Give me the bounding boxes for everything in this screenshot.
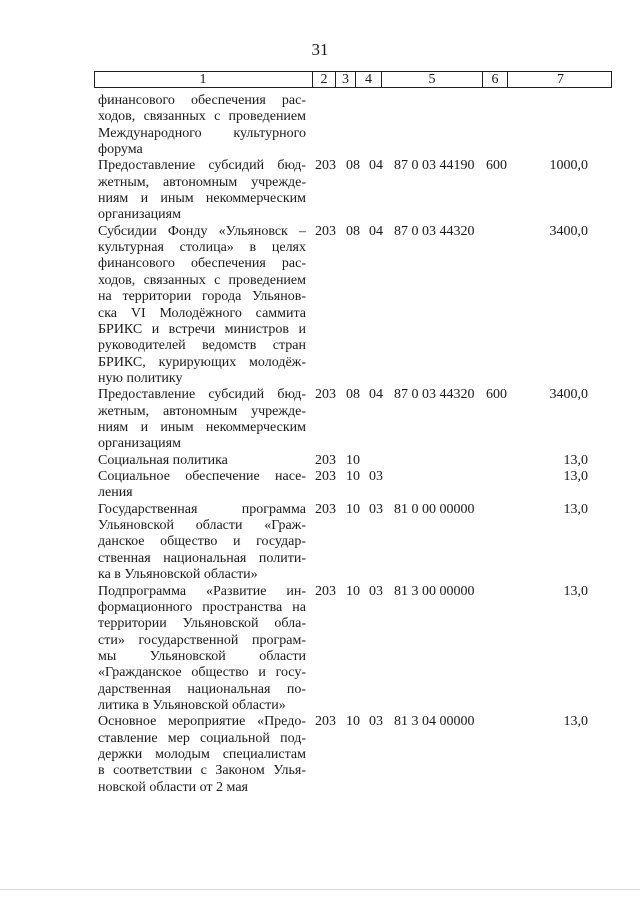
row-description xyxy=(98,158,306,223)
row-description xyxy=(98,224,306,387)
description-line: сти» государственной програм- xyxy=(98,632,306,648)
cell-summa: 13,0 xyxy=(563,714,588,730)
table-row xyxy=(0,584,640,715)
description-line: Предоставление субсидий бюд- xyxy=(98,387,306,403)
cell-razdel: 08 xyxy=(346,158,360,174)
table-row xyxy=(0,453,640,469)
description-line: Ульяновской области «Граж- xyxy=(98,518,306,534)
description-line: ления xyxy=(98,485,133,501)
description-line: Основное мероприятие «Предо- xyxy=(98,714,306,730)
cell-podrazdel: 03 xyxy=(369,714,383,730)
cell-podrazdel: 04 xyxy=(369,223,383,239)
description-line: организациям xyxy=(98,207,181,223)
description-line: мы Ульяновской области xyxy=(98,648,306,664)
description-line: БРИКС, курирующих молодёж- xyxy=(98,354,306,370)
cell-vid-raskhodov: 600 xyxy=(486,387,507,403)
row-description xyxy=(98,502,306,584)
description-line: новской области от 2 мая xyxy=(98,779,248,795)
cell-razdel: 10 xyxy=(346,452,360,468)
description-line: формационного пространства на xyxy=(98,599,306,615)
cell-glavny-rasporyaditel: 203 xyxy=(315,223,336,239)
description-line: ниям и иным некоммерческим xyxy=(98,419,306,435)
description-line: организациям xyxy=(98,436,181,452)
cell-glavny-rasporyaditel: 203 xyxy=(315,501,336,517)
description-line: держки молодым специалистам xyxy=(98,746,306,762)
cell-summa: 13,0 xyxy=(563,469,588,485)
cell-glavny-rasporyaditel: 203 xyxy=(315,387,336,403)
description-line: ниям и иным некоммерческим xyxy=(98,191,306,207)
cell-podrazdel: 03 xyxy=(369,469,383,485)
description-line: на территории города Ульянов- xyxy=(98,289,306,305)
cell-glavny-rasporyaditel: 203 xyxy=(315,714,336,730)
cell-summa: 3400,0 xyxy=(549,223,588,239)
cell-tselevaya-statya: 81 3 04 00000 xyxy=(394,714,475,730)
description-line: БРИКС и встречи министров и xyxy=(98,321,306,337)
description-line: Подпрограмма «Развитие ин- xyxy=(98,583,306,599)
cell-summa: 13,0 xyxy=(563,452,588,468)
table-row xyxy=(0,93,640,158)
cell-podrazdel: 04 xyxy=(369,158,383,174)
row-description xyxy=(98,584,306,715)
row-description xyxy=(98,387,306,452)
description-line: ственная национальная полити- xyxy=(98,550,306,566)
description-line: Предоставление субсидий бюд- xyxy=(98,158,306,174)
description-line: территории Ульяновской обла- xyxy=(98,616,306,632)
description-line: ка в Ульяновской области» xyxy=(98,567,258,583)
description-line: ставление мер социальной под- xyxy=(98,730,306,746)
description-line: Социальная политика xyxy=(98,452,228,468)
description-line: «Гражданское общество и госу- xyxy=(98,665,306,681)
header-col-5: 5 xyxy=(381,72,482,87)
scan-edge xyxy=(0,889,640,890)
description-line: Социальное обеспечение насе- xyxy=(98,469,306,485)
cell-razdel: 10 xyxy=(346,583,360,599)
description-line: финансового обеспечения рас- xyxy=(98,93,306,108)
description-line: литика в Ульяновской области» xyxy=(98,697,286,713)
cell-razdel: 08 xyxy=(346,223,360,239)
description-line: руководителей ведомств стран xyxy=(98,338,306,354)
header-col-3: 3 xyxy=(335,72,355,87)
cell-podrazdel: 03 xyxy=(369,501,383,517)
cell-tselevaya-statya: 81 3 00 00000 xyxy=(394,583,475,599)
cell-glavny-rasporyaditel: 203 xyxy=(315,583,336,599)
cell-summa: 1000,0 xyxy=(549,158,588,174)
description-line: жетным, автономным учрежде- xyxy=(98,403,306,419)
table-row xyxy=(0,224,640,388)
cell-summa: 3400,0 xyxy=(549,387,588,403)
cell-glavny-rasporyaditel: 203 xyxy=(315,452,336,468)
table-header xyxy=(94,71,612,88)
header-col-4: 4 xyxy=(355,72,381,87)
page-number: 31 xyxy=(311,40,329,59)
cell-razdel: 10 xyxy=(346,469,360,485)
cell-summa: 13,0 xyxy=(563,501,588,517)
description-line: ходов, связанных с проведением xyxy=(98,272,306,288)
header-col-1: 1 xyxy=(199,72,207,87)
cell-tselevaya-statya: 87 0 03 44320 xyxy=(394,223,475,239)
row-description xyxy=(98,714,306,796)
table-row xyxy=(0,387,640,452)
description-line: дарственная национальная по- xyxy=(98,681,306,697)
cell-podrazdel: 04 xyxy=(369,387,383,403)
cell-glavny-rasporyaditel: 203 xyxy=(315,158,336,174)
description-line: ска VI Молодёжного саммита xyxy=(98,305,306,321)
description-line: культурная столица» в целях xyxy=(98,240,306,256)
table-row xyxy=(0,502,640,584)
description-line: Субсидии Фонду «Ульяновск – xyxy=(98,223,306,239)
cell-razdel: 10 xyxy=(346,714,360,730)
description-line: финансового обеспечения рас- xyxy=(98,256,306,272)
description-line: Государственная программа xyxy=(98,501,306,517)
row-description xyxy=(98,93,306,158)
description-line: жетным, автономным учрежде- xyxy=(98,174,306,190)
cell-tselevaya-statya: 87 0 03 44190 xyxy=(394,158,475,174)
row-description xyxy=(98,453,306,469)
cell-tselevaya-statya: 87 0 03 44320 xyxy=(394,387,475,403)
description-line: Международного культурного xyxy=(98,125,306,141)
description-line: ходов, связанных с проведением xyxy=(98,109,306,125)
description-line: в соответствии с Законом Улья- xyxy=(98,763,306,779)
cell-razdel: 10 xyxy=(346,501,360,517)
cell-podrazdel: 03 xyxy=(369,583,383,599)
table-row xyxy=(0,469,640,502)
header-col-2: 2 xyxy=(312,72,335,87)
cell-summa: 13,0 xyxy=(563,583,588,599)
description-line: данское общество и государ- xyxy=(98,534,306,550)
table-row xyxy=(0,714,640,796)
row-description xyxy=(98,469,306,502)
cell-vid-raskhodov: 600 xyxy=(486,158,507,174)
cell-glavny-rasporyaditel: 203 xyxy=(315,469,336,485)
cell-tselevaya-statya: 81 0 00 00000 xyxy=(394,501,475,517)
header-col-7: 7 xyxy=(507,72,613,87)
description-line: ную политику xyxy=(98,370,183,386)
header-col-6: 6 xyxy=(482,72,507,87)
description-line: форума xyxy=(98,142,143,158)
cell-razdel: 08 xyxy=(346,387,360,403)
table-row xyxy=(0,158,640,223)
